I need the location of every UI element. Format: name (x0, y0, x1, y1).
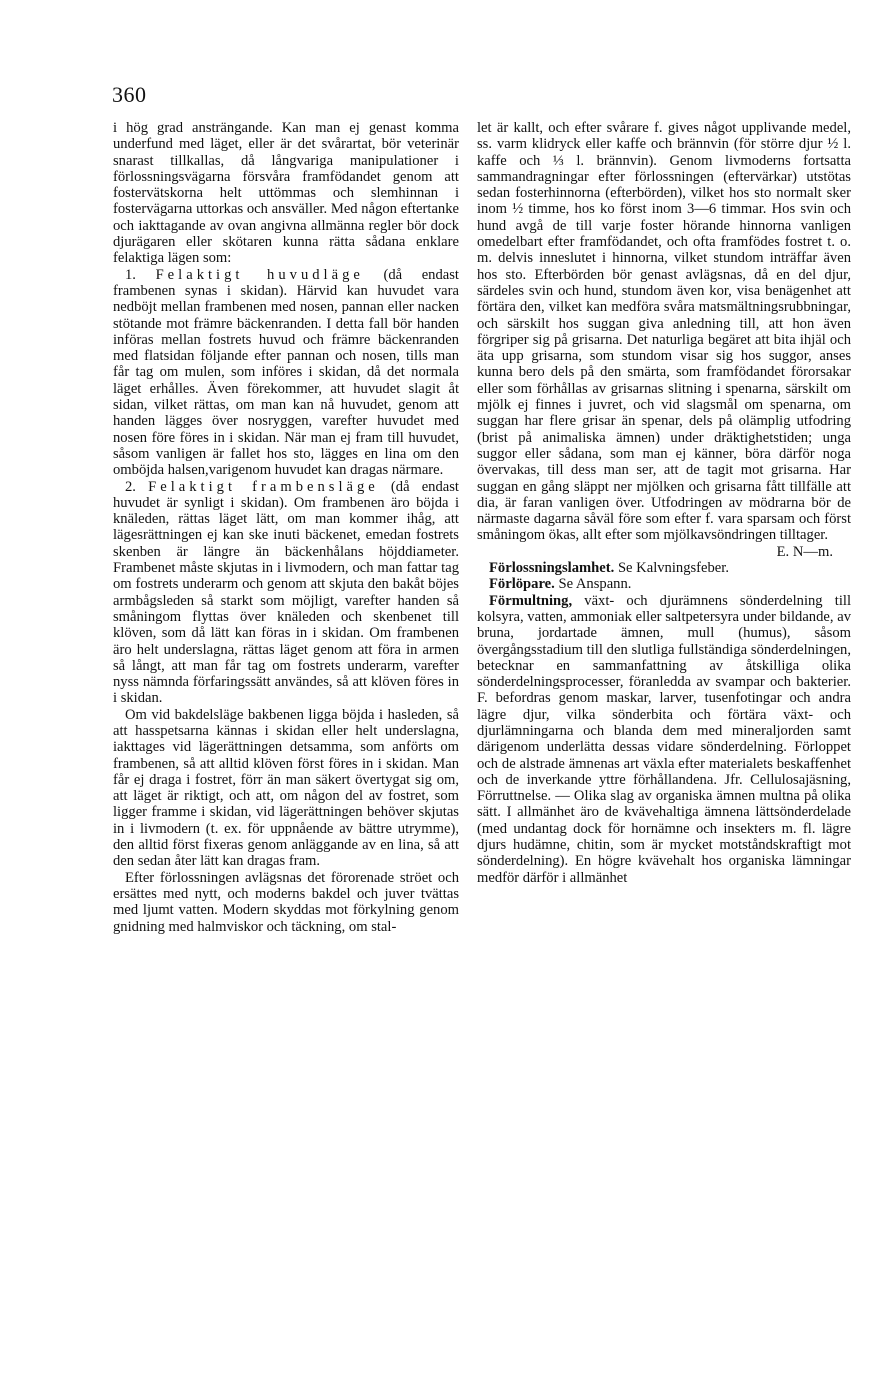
entry-term: Förlöpare. (489, 576, 555, 593)
paragraph: i hög grad ansträngande. Kan man ej genast komma underfund med läget, eller är det svårartat, bör veterinär snarast tillkallas, då långvariga manipulationer i förlossningsvägarna försvåra framfödandet genom att fostervätskorna helt uttömmas och slemhinnan i fostervägarna uttorkas och ansväller. Med någon eftertanke och iakttagande av ovan angivna allmänna regler bör dock djurägaren eller skötaren kunna rätta sådana enklare felaktiga lägen som: (113, 120, 459, 267)
entry-text: växt- och djurämnens sönderdelning till kolsyra, vatten, ammoniak eller saltpetersyra under bildande, av bruna, jordartade ämnen, mull (humus), såsom övergångsstadium till den slutliga fullständiga sönderdelningen, betecknar en sammanfattning av åtskilliga olika sönderdelningsprocesser, föranledda av svampar och bakterier. F. befordras genom maskar, larver, tusenfotingar och andra lägre djur, vilka sönderbita och förtära växt- och djurlämningarna och blanda dem med mineraljorden samt därigenom underlätta dessas vidare sönderdelning. Förloppet och de alstrade ämnenas art växla efter materialets beskaffenhet och de inverkande yttre förhållandena. Jfr. Cellulosajäsning, Förruttnelse. — Olika slag av organiska ämnen multna på olika sätt. I allmänhet äro de kvävehaltiga ämnena lättsönderdelade (med undantag dock för hornämne och insekters m. fl. lägre djurs hudämne, chitin, som är mycket motståndskraftigt mot sönderdelning). En högre kvävehalt hos organiska lämningar medför därför i allmänhet (477, 592, 851, 886)
left-column (113, 120, 459, 935)
section-heading: Felaktigt huvudläge (155, 266, 364, 283)
paragraph-text: (då endast huvudet är synligt i skidan). Om frambenen äro böjda i knäleden, rättas läget lätt, om man kommer ihåg, att lägesrättningen ej kan ske inuti bäckenet, emedan fostrets skenben är längre än bäckenhålans höjddiameter. Frambenet måste skjutas in i livmodern, och man fattar tag om fostrets underarm och genom att skjuta den bakåt böjes armbågsleden så starkt som möjligt, varefter handen så småningom flyttas över knäleden och skenbenet till klöven, som då lätt kan föras in i skidan. Om frambenen äro helt underslagna, rättas läget genom att föra in armen så långt, att man får tag om fostrets underarm, varefter nyss nämnda förfaringssätt användes, så att klöven föres in i skidan. (113, 478, 459, 707)
dictionary-entry (477, 593, 851, 886)
entry-term: Förmultning, (489, 592, 573, 609)
paragraph-headed-frambenslage (113, 479, 459, 707)
dictionary-entry (477, 560, 851, 576)
paragraph: let är kallt, och efter svårare f. gives något upplivande medel, ss. varm klidryck eller kaffe och brännvin (för större djur ½ l. kaffe och ⅓ l. brännvin). Genom livmoderns fortsatta sammandragningar efter förlossningen (eftervärkar) utstötas sedan fosterhinnorna (efterbörden), vilket hos sto normalt sker inom ½ timme, hos ko först inom 3—6 timmar. Hos svin och hund avgå de till varje foster hörande hinnorna vanligen omedelbart efter framfödandet, och ofta framfödes fostret t. o. m. delvis inneslutet i hinnorna, vilket stundom inträffar även hos sto. Efterbörden bör genast avlägsnas, då en del djur, särdeles svin och hund, stundom även kor, visa benägenhet att förtära den, vilket kan medföra svåra matsmältningsrubbningar, och särskilt hos suggan giva anledning till, att hon även förgriper sig på grisarna. Det naturliga begäret att bita ihjäl och äta upp grisarna, som stundom visar sig hos suggor, anses kunna bero dels på den smärta, som framfödandet förorsakar eller som förhållas av grisarnas slitning i spenarna, särskilt om mjölk ej finnes i juvret, och vid slagsmål om spenarna, om suggan har flere grisar än spenar, dels på olämplig utfodring (brist på animaliska ämnen) under dräktighetstiden; unga suggor eller sådana, som man ej känner, böra därför noga övervakas, till dess man ser, att de tagit mot grisarna. Har suggan en gång släppt ner mjölken och grisarna fått tillfälle att dia, är faran vanligen över. Utfodringen av mödrarna bör de närmaste dagarna såväl före som efter f. vara sparsam och först småningom ökas, allt efter som mjölkavsöndringen tilltager. (477, 120, 851, 544)
entry-text: Se Anspann. (558, 576, 632, 593)
paragraph: Efter förlossningen avlägsnas det förorenade ströet och ersättes med nytt, och moderns bakdel och juver tvättas med ljumt vatten. Modern skyddas mot förkylning genom gnidning med halmviskor och täckning, om stal- (113, 869, 459, 935)
entry-term: Förlossningslamhet. (489, 560, 615, 577)
page-number: 360 (112, 82, 147, 107)
paragraph-text: (då endast frambenen synas i skidan). Härvid kan huvudet vara nedböjt mellan frambenen med nosen, pannan eller nacken stötande mot främre bäckenranden. I detta fall bör handen införas mellan fostrets huvud och främre bäckenranden med flatsidan följande efter pannan och nosen, tills man får tag om mulen, som införes i skidan, då det normala läget erhålles. Även förekommer, att huvudet slagit åt sidan, vilket rättas, om man kan nå huvudet, genom att handen lägges över nosryggen, varefter huvudet med nosen före föres in i skidan. När man ej fram till huvudet, såsom vanligen är fallet hos sto, lägges en lina om den omböjda halsen,varigenom huvudet kan dragas närmare. (113, 266, 459, 479)
paragraph-headed-huvudlage (113, 267, 459, 479)
item-number: 1. (125, 266, 136, 283)
dictionary-entry (477, 576, 851, 592)
author-signature: E. N—m. (776, 543, 833, 560)
entry-text: Se Kalvningsfeber. (617, 560, 729, 577)
right-column (477, 120, 851, 886)
paragraph: Om vid bakdelsläge bakbenen ligga böjda i hasleden, så att hasspetsarna kännas i skidan eller helt underslagna, iakttages vid lägerättningen detsamma, som anförts om frambenen, så att alltid klöven först föres in i skidan. Man får ej draga i fostret, förr än man säkert övertygat sig om, att läget är riktigt, och att, om någon del av fostret, som ligger framme i skidan, vid lägerättningen behöver skjutas in i livmodern (t. ex. för uppnående av bättre utrymme), den alltid först fixeras genom anläggande av en lina, så att den sedan åter lätt kan dragas fram. (113, 706, 459, 870)
section-heading: Felaktigt frambensläge (148, 478, 379, 495)
item-number: 2. (125, 478, 136, 495)
